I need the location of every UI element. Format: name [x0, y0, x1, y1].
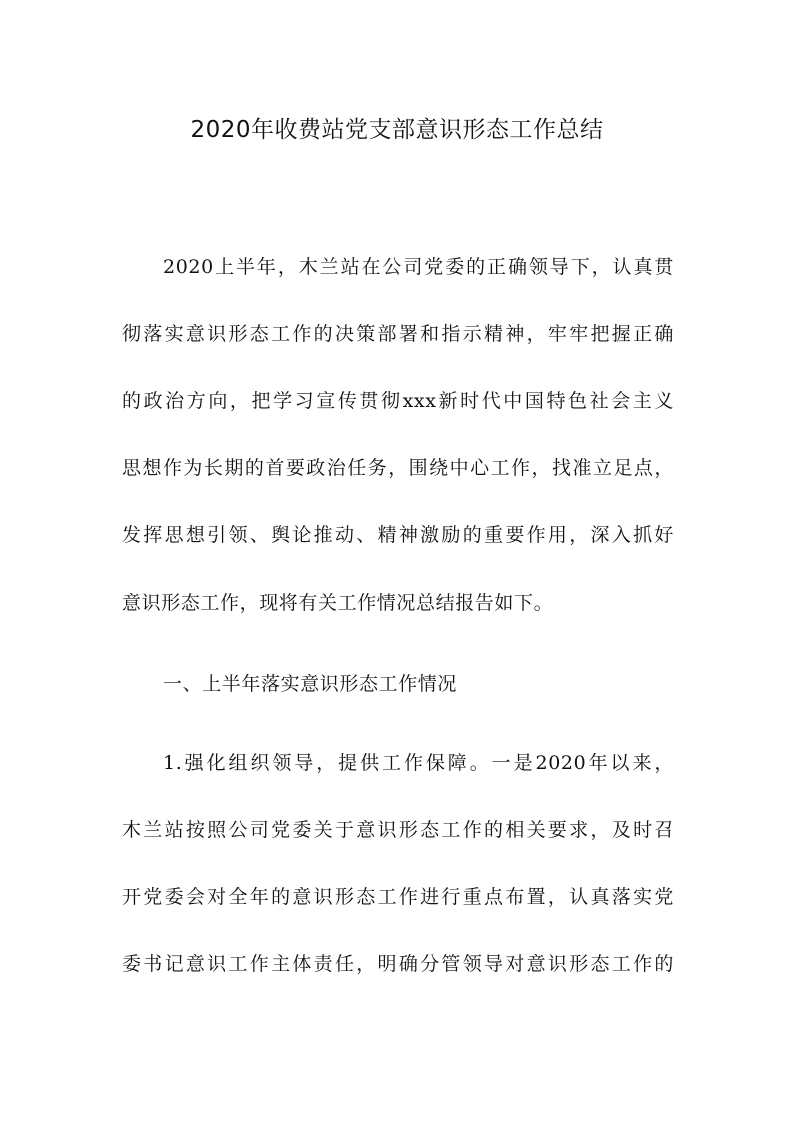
paragraph-1-line-6: 意识形态工作，现将有关工作情况总结报告如下。 [122, 592, 554, 614]
paragraph-1-line-5: 发挥思想引领、舆论推动、精神激励的重要作用，深入抓好 [122, 524, 674, 546]
paragraph-1-line-4: 思想作为长期的首要政治任务，围绕中心工作，找准立足点， [122, 457, 674, 479]
paragraph-2-line-3: 开党委会对全年的意识形态工作进行重点布置，认真落实党 [122, 886, 674, 908]
paragraph-2-line-1: 1.强化组织领导，提供工作保障。一是2020年以来， [163, 752, 674, 774]
document-title: 2020年收费站党支部意识形态工作总结 [190, 117, 604, 143]
section-1-heading: 一、上半年落实意识形态工作情况 [163, 673, 458, 695]
paragraph-1-line-2: 彻落实意识形态工作的决策部署和指示精神，牢牢把握正确 [122, 323, 674, 345]
paragraph-1-line-3: 的政治方向，把学习宣传贯彻xxx新时代中国特色社会主义 [122, 390, 674, 412]
paragraph-1-line-1: 2020上半年，木兰站在公司党委的正确领导下，认真贯 [163, 256, 674, 278]
paragraph-2-line-2: 木兰站按照公司党委关于意识形态工作的相关要求，及时召 [122, 819, 674, 841]
paragraph-2-line-4: 委书记意识工作主体责任，明确分管领导对意识形态工作的 [122, 953, 674, 975]
